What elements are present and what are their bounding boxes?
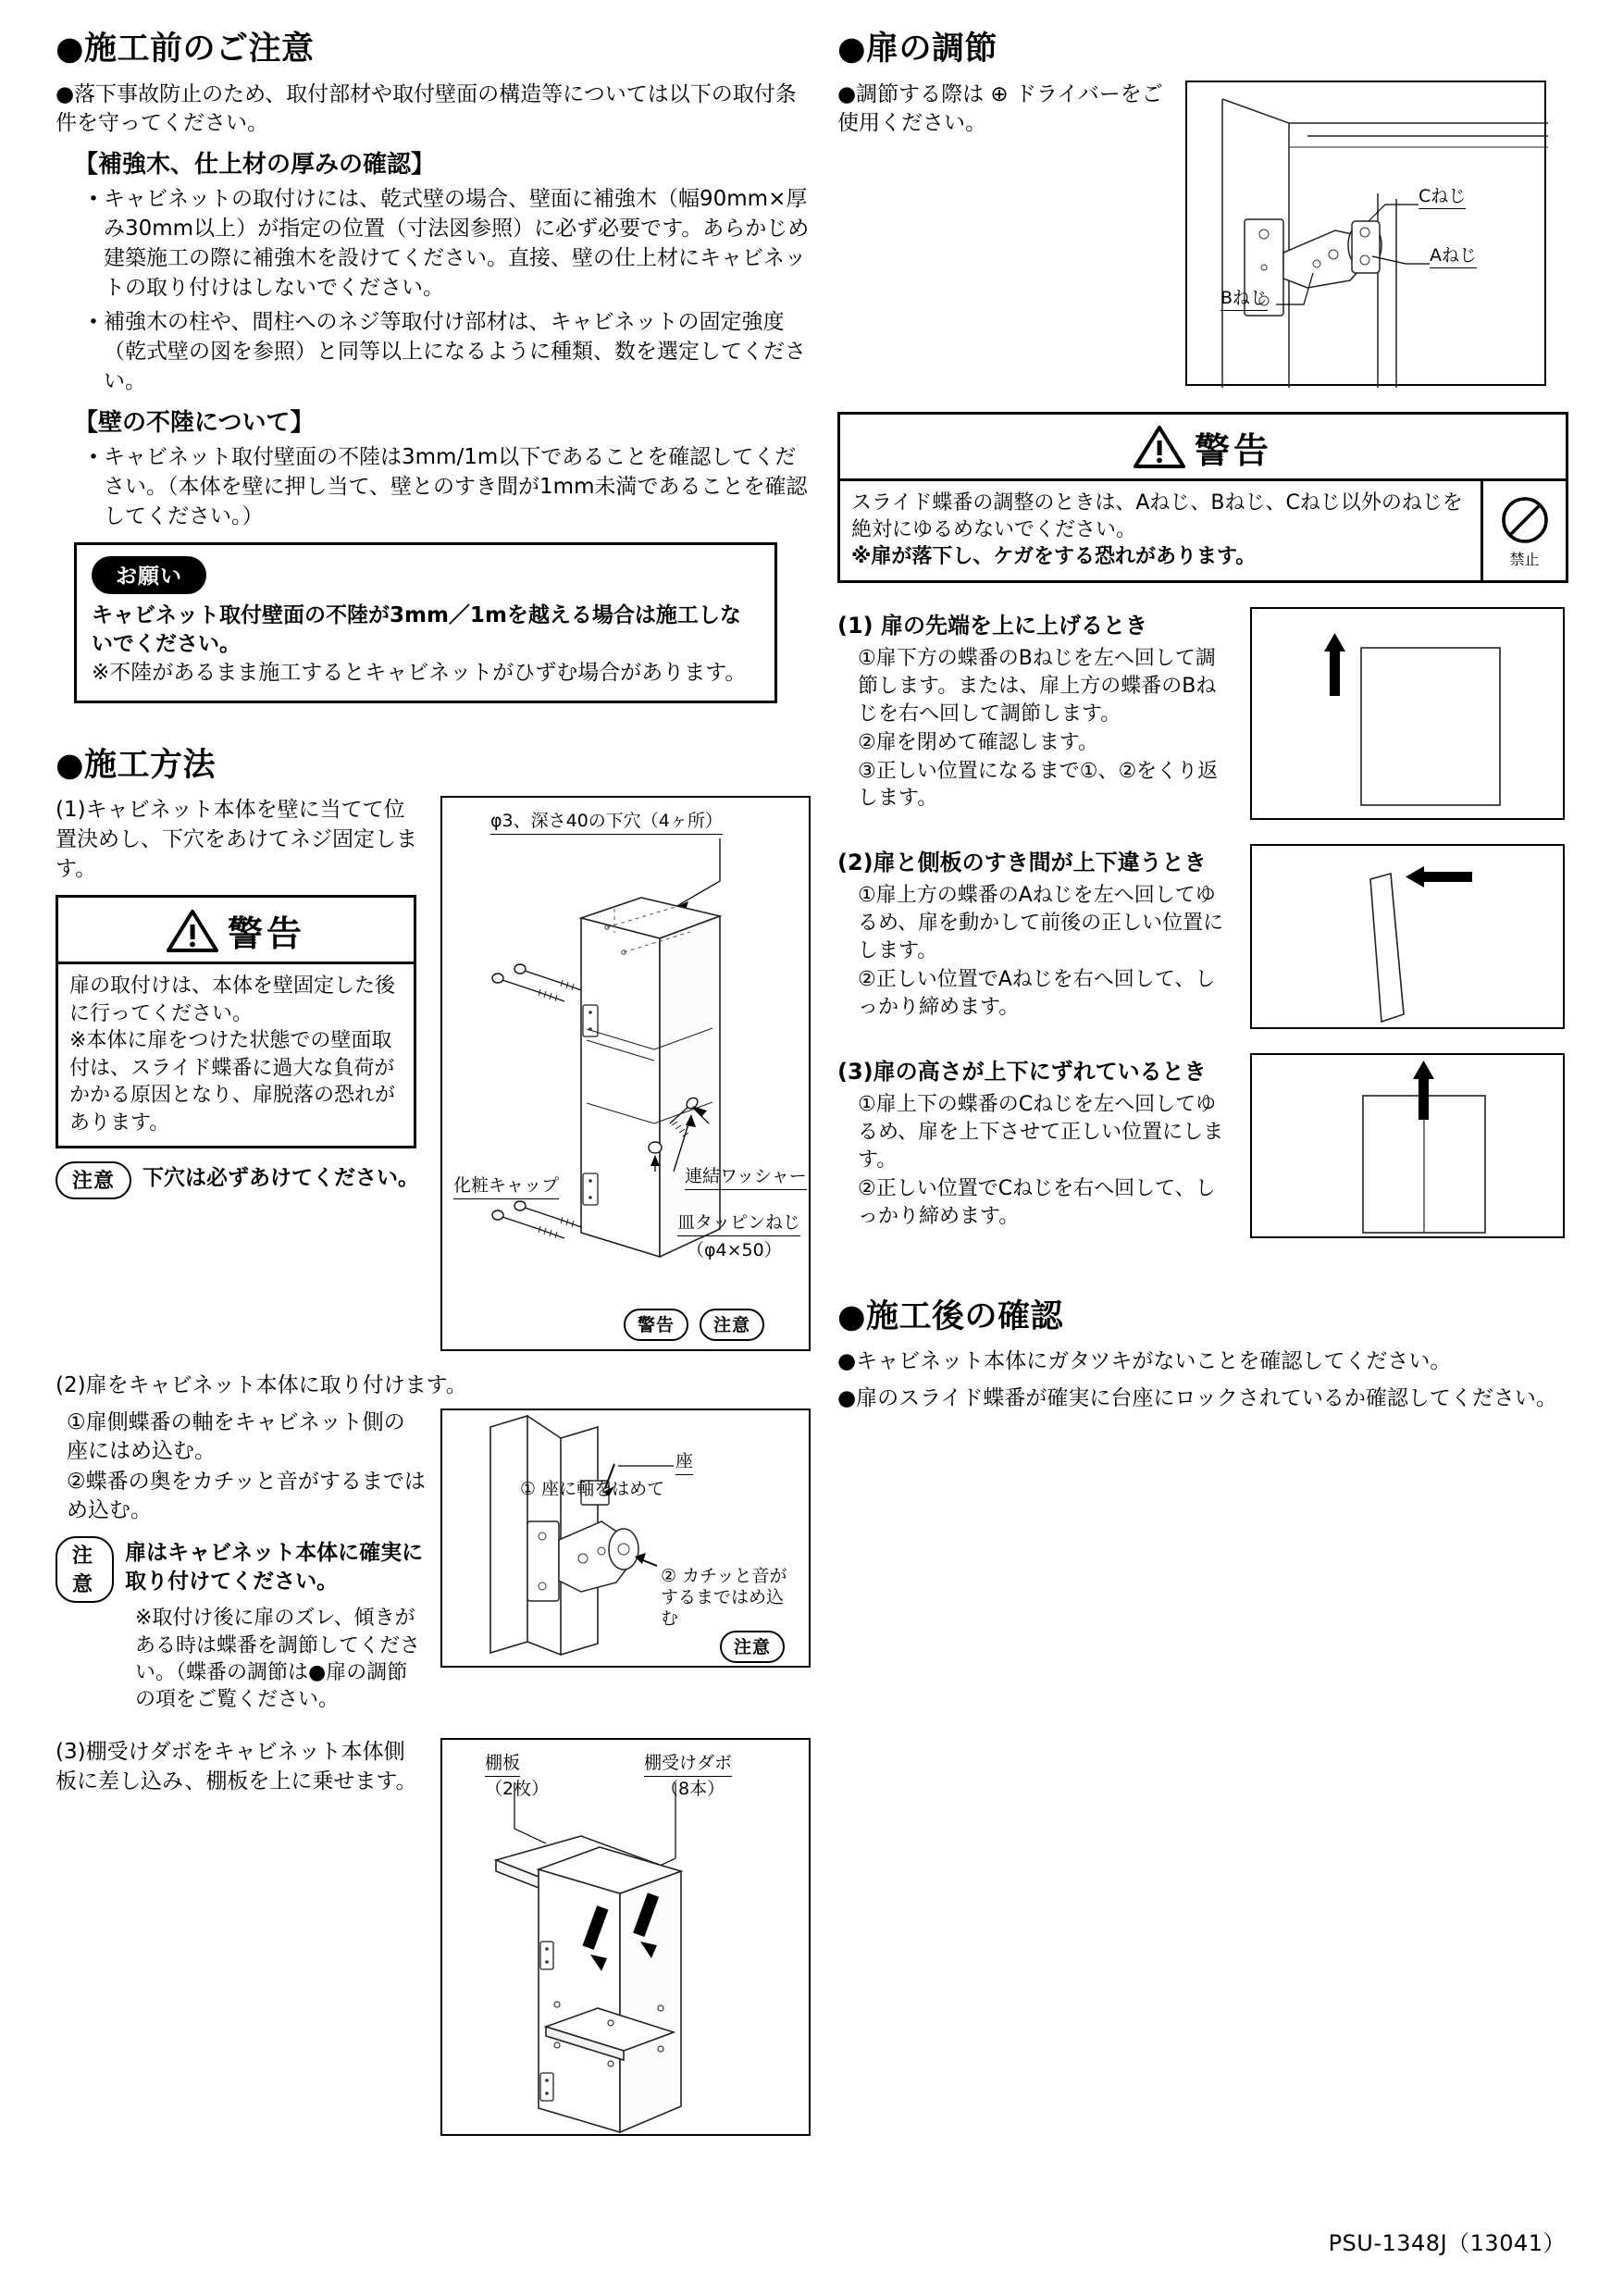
figure-hinge-mount <box>440 1409 811 1668</box>
warning-header <box>58 898 414 964</box>
method-caution-row <box>56 1161 426 1199</box>
section-heading-method: ●施工方法 <box>56 746 217 784</box>
figure-label-shelf-board-qty: （2枚） <box>485 1778 550 1799</box>
caution-badge: 注意 <box>56 1536 114 1603</box>
adjust-step1-title: (1) 扉の先端を上に上げるとき <box>837 612 1147 639</box>
precautions-intro-text: ●落下事故防止のため、取付部材や取付壁面の構造等については以下の取付条件を守ってください。 <box>56 81 797 136</box>
list-item: ①扉上方の蝶番のAねじを左へ回してゆるめ、扉を動かして前後の正しい位置にします。 <box>858 883 1224 962</box>
subheading-reinforcement: 【補強木、仕上材の厚みの確認】 <box>74 150 436 179</box>
list-item: ③正しい位置になるまで①、②をくり返します。 <box>858 759 1219 811</box>
door-adjust-warning-box <box>837 412 1568 583</box>
warning-triangle-icon <box>1134 425 1185 469</box>
method-step1-text: (1)キャビネット本体を壁に当てて位置決めし、下穴をあけてネジ固定します。 <box>56 798 417 881</box>
figure-label-connecting-washer: 連結ワッシャー <box>685 1166 807 1190</box>
adjust-step1-list <box>858 645 1235 813</box>
warning-body <box>840 481 1481 580</box>
figure-label-tapping-screw-size: （φ4×50） <box>687 1240 782 1261</box>
section-heading-door-adjust: ●扉の調節 <box>837 31 998 68</box>
section-heading-precautions: ●施工前のご注意 <box>56 31 315 68</box>
warning-body-line-1: 扉の取付けは、本体を壁固定した後に行ってください。 <box>69 974 396 1025</box>
document-footer-code: PSU-1348J（13041） <box>1328 2230 1566 2256</box>
prohibition-icon-cell <box>1481 481 1566 580</box>
subheading-wall-unevenness: 【壁の不陸について】 <box>74 408 315 437</box>
request-badge: お願い <box>92 556 206 594</box>
bullet-dot-icon: • <box>88 189 99 210</box>
figure-shelf-install <box>440 1738 811 2136</box>
figure-label-decorative-cap: 化粧キャップ <box>453 1175 559 1199</box>
method-step2-text: (2)扉をキャビネット本体に取り付けます。 <box>56 1373 467 1398</box>
list-item: ②正しい位置でCねじを右へ回して、しっかり締めます。 <box>858 1176 1216 1228</box>
list-item: ①扉下方の蝶番のBねじを左へ回して調節します。または、扉上方の蝶番のBねじを右へ回して調節します。 <box>858 646 1217 726</box>
figure-door-height <box>1250 1053 1565 1238</box>
adjust-step3-list <box>858 1091 1235 1231</box>
precautions-intro <box>56 81 814 139</box>
right-column <box>837 31 1568 1421</box>
caution-text: 下穴は必ずあけてください。 <box>142 1166 420 1191</box>
figure-label-shelf-peg: 棚受けダボ <box>644 1753 732 1777</box>
figure-label-screw-a: Aねじ <box>1430 245 1477 269</box>
prohibition-label: 禁止 <box>1509 550 1540 568</box>
figure-door-gap <box>1250 844 1565 1029</box>
figure-label-step1: ① 座に軸をはめて <box>520 1478 665 1499</box>
method-step3-text: (3)棚受けダボをキャビネット本体側板に差し込み、棚板を上に乗せます。 <box>56 1739 417 1793</box>
warning-header <box>840 415 1566 481</box>
adjust-step2-title: (2)扉と側板のすき間が上下違うとき <box>837 849 1207 875</box>
figure-label-seat: 座 <box>675 1451 693 1475</box>
request-box <box>74 542 777 702</box>
adjust-step2-list <box>858 882 1235 1022</box>
adjust-step3-title: (3)扉の高さが上下にずれているとき <box>837 1058 1207 1085</box>
warning-title: 警告 <box>1194 429 1272 471</box>
caution-bold-text: 扉はキャビネット本体に確実に取り付けてください。 <box>125 1541 424 1594</box>
list-item: ②正しい位置でAねじを右へ回して、しっかり締めます。 <box>858 967 1216 1019</box>
method-warning-box <box>56 895 416 1148</box>
figure-hinge-screws <box>1185 81 1546 386</box>
warning-body <box>58 964 414 1146</box>
left-column <box>56 31 814 2136</box>
figure-tag-caution: 注意 <box>700 1309 764 1341</box>
figure-label-shelf-peg-qty: （8本） <box>661 1778 725 1799</box>
caution-badge: 注意 <box>56 1161 131 1199</box>
figure-door-tip-up <box>1250 607 1565 820</box>
warning-body-line-1: スライド蝶番の調整のときは、Aねじ、Bねじ、Cねじ以外のねじを絶対にゆるめないでください。 <box>851 490 1463 541</box>
reinforcement-bullet-1: • キャビネットの取付けには、乾式壁の場合、壁面に補強木（幅90mm×厚み30mm以上）が指定の位置（寸法図参照）に必ず必要です。あらかじめ建築施工の際に補強木を設けてください。直接、壁の仕上材にキャビネットの取り付けはしないでください。 <box>83 185 814 303</box>
post-check-bullet-2: ●扉のスライド蝶番が確実に台座にロックされているか確認してください。 <box>837 1386 1557 1411</box>
warning-title: 警告 <box>227 913 305 955</box>
method-step2-caution-row <box>56 1536 426 1603</box>
figure-label-step2: ② カチッと音がするまではめ込む <box>661 1565 787 1629</box>
figure-cabinet-exploded <box>440 796 811 1351</box>
post-check-bullet-1: ●キャビネット本体にガタツキがないことを確認してください。 <box>837 1349 1452 1374</box>
prohibition-icon <box>1499 494 1551 546</box>
bullet-dot-icon: • <box>88 312 99 333</box>
list-item: ②扉を閉めて確認します。 <box>858 730 1098 754</box>
door-adjust-intro: ●調節する際は ⊕ ドライバーをご使用ください。 <box>837 81 1163 136</box>
wall-unevenness-bullet-1: • キャビネット取付壁面の不陸は3mm/1m以下であることを確認してください。（本体を壁に押し当て、壁とのすき間が1mm未満であることを確認してください。） <box>83 443 814 531</box>
figure-label-tapping-screw: 皿タッピンねじ <box>677 1212 800 1236</box>
request-bold-text: キャビネット取付壁面の不陸が3mm／1mを越える場合は施工しないでください。 <box>92 603 741 657</box>
warning-body-line-2: ※本体に扉をつけた状態での壁面取付は、スライド蝶番に過大な負荷がかかる原因となり、扉脱落の恐れがあります。 <box>69 1029 396 1135</box>
bullet-dot-icon: • <box>88 447 99 468</box>
list-item: ①扉上下の蝶番のCねじを左へ回してゆるめ、扉を上下させて正しい位置にします。 <box>858 1092 1224 1172</box>
figure-label-screw-b: Bねじ <box>1220 288 1268 312</box>
figure-tag-warning: 警告 <box>624 1309 688 1341</box>
request-note-text: ※不陸があるまま施工するとキャビネットがひずむ場合があります。 <box>92 660 747 685</box>
figure-label-screw-c: Cねじ <box>1419 186 1466 210</box>
figure-label-pilot-hole: φ3、深さ40の下穴（4ヶ所） <box>490 811 723 835</box>
figure-label-shelf-board: 棚板 <box>485 1753 520 1777</box>
method-step2-caution-note: ※取付け後に扉のズレ、傾きがある時は蝶番を調節してください。（蝶番の調節は●扉の調節の項をご覧ください。 <box>135 1607 421 1712</box>
section-heading-post-check: ●施工後の確認 <box>837 1297 1064 1335</box>
method-step2-item-2: ②蝶番の奥をカチッと音がするまではめ込む。 <box>67 1469 426 1522</box>
method-step2-item-1: ①扉側蝶番の軸をキャビネット側の座にはめ込む。 <box>67 1409 405 1464</box>
warning-body-line-2: ※扉が落下し、ケガをする恐れがあります。 <box>851 545 1257 569</box>
figure-tag-caution: 注意 <box>720 1631 785 1663</box>
reinforcement-bullet-2: • 補強木の柱や、間柱へのネジ等取付け部材は、キャビネットの固定強度（乾式壁の図を参照）と同等以上になるように種類、数を選定してください。 <box>83 308 814 396</box>
warning-triangle-icon <box>167 909 218 953</box>
